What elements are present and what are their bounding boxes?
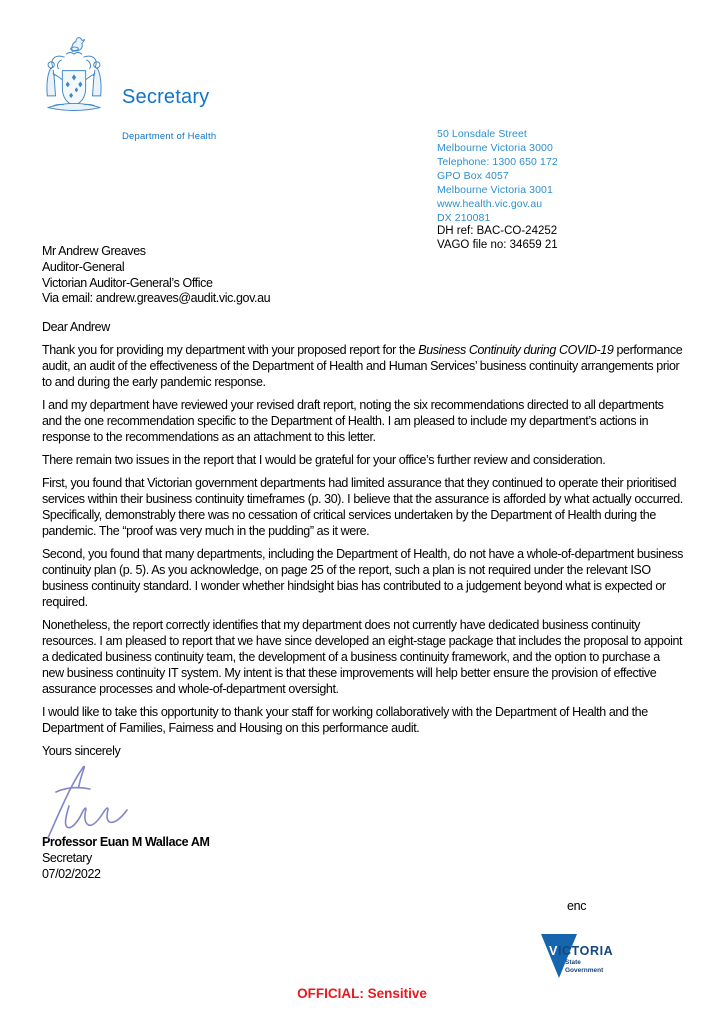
report-title-italic: Business Continuity during COVID-19 xyxy=(418,343,614,358)
letter-body xyxy=(42,244,684,882)
address-line: Melbourne Victoria 3001 xyxy=(437,184,553,196)
paragraph-2: I and my department have reviewed your revised draft report, noting the six recommendations directed to all departments and the one recommendation specific to the Department of Health. I am pleased to include my department’s actions in response to the recommendations as an attachment to this letter. xyxy=(42,398,664,445)
recipient-name: Mr Andrew Greaves xyxy=(42,244,146,258)
victoria-rest: ICTORIA xyxy=(557,944,614,958)
paragraph-1-post: performance audit, an audit of the effectiveness of the Department of Health and Human Services’ business continuity arrangements prior to and during the early pandemic response. xyxy=(42,343,683,390)
victoria-state-government-logo xyxy=(540,933,618,985)
recipient-email: Via email: andrew.greaves@audit.vic.gov.au xyxy=(42,291,271,306)
paragraph-7: I would like to take this opportunity to thank your staff for working collaboratively with the Department of Health and the Department of Families, Fairness and Housing on this performance audit. xyxy=(42,705,648,736)
signatory-title: Secretary xyxy=(42,851,92,866)
state-government-label: State Government xyxy=(565,959,604,974)
recipient-org: Victorian Auditor-General’s Office xyxy=(42,275,213,290)
vago-ref: VAGO file no: 34659 21 xyxy=(437,239,558,251)
recipient-role: Auditor-General xyxy=(42,259,125,274)
paragraph-1 xyxy=(42,342,684,390)
org-subtitle: Department of Health xyxy=(122,131,217,142)
website-url: www.health.vic.gov.au xyxy=(437,198,543,210)
paragraph-3: There remain two issues in the report that I would be grateful for your office’s further review and consideration. xyxy=(42,453,606,468)
valediction: Yours sincerely xyxy=(42,744,121,759)
signatory-name: Professor Euan M Wallace AM xyxy=(42,835,210,850)
recipient-block xyxy=(42,244,684,307)
enclosure-note: enc xyxy=(567,899,587,913)
address-line: 50 Lonsdale Street xyxy=(437,128,527,140)
address-line: Melbourne Victoria 3000 xyxy=(437,142,553,154)
paragraph-5: Second, you found that many departments, including the Department of Health, do not have a whole-of-department business continuity plan (p. 5). As you acknowledge, on page 25 of the report, such a plan is not required under the relevant ISO business continuity standard. I wonder whether hindsight bias has contributed to a judgement beyond what is expected or required. xyxy=(42,547,684,610)
address-line: GPO Box 4057 xyxy=(437,170,509,182)
victoria-wordmark xyxy=(549,944,613,958)
address-line: Telephone: 1300 650 172 xyxy=(437,156,558,168)
signature-area xyxy=(42,766,684,834)
address-line: DX 210081 xyxy=(437,212,491,224)
classification-banner: OFFICIAL: Sensitive xyxy=(297,986,427,1001)
handwritten-signature-icon xyxy=(42,762,157,840)
paragraph-6: Nonetheless, the report correctly identifies that my department does not currently have dedicated business continuity resources. I am pleased to report that we have since developed an eight-stage package that includes the proposal to appoint a dedicated business continuity team, the development of a business continuity framework, and the option to purchase a new business continuity IT system. My intent is that these improvements will help better ensure the provision of effective assurance processes and whole-of-department oversight. xyxy=(42,618,683,697)
org-title: Secretary xyxy=(122,86,210,108)
salutation: Dear Andrew xyxy=(42,320,110,335)
paragraph-1-pre: Thank you for providing my department with your proposed report for the xyxy=(42,343,419,358)
letter-date: 07/02/2022 xyxy=(42,867,101,882)
victorian-coat-of-arms-icon xyxy=(40,34,108,118)
dh-ref: DH ref: BAC-CO-24252 xyxy=(437,225,558,237)
sender-address xyxy=(437,127,558,225)
victoria-v: V xyxy=(549,944,558,958)
paragraph-4: First, you found that Victorian government departments had limited assurance that they continued to operate their prioritised services within their business continuity timeframes (p. 30). I believe that the assurance is afforded by what actually occurred. Specifically, demonstrably there was no cessation of critical services undertaken by the Department of Health during the pandemic. The “proof was very much in the pudding” as it were. xyxy=(42,476,683,539)
